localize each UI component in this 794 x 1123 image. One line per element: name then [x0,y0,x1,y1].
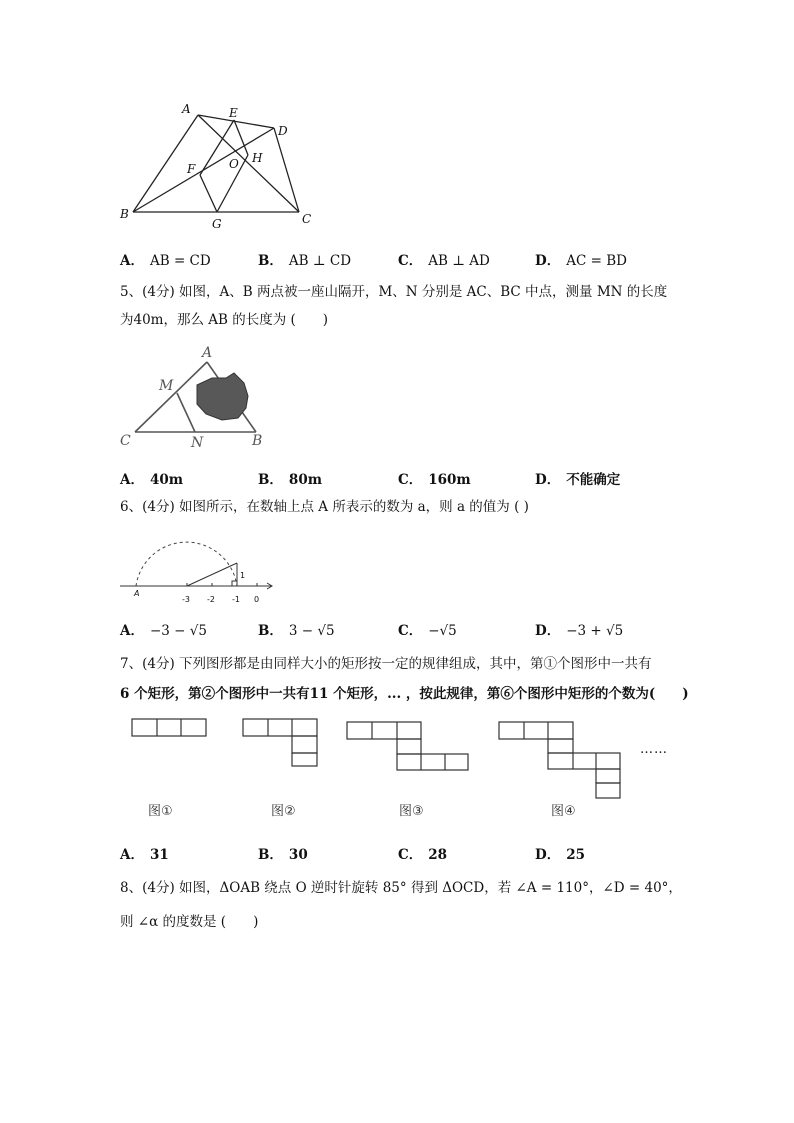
option-letter: D． [535,472,561,488]
q7-caption-fig3: 图③ [399,804,424,819]
q5-label-A: A [202,345,213,361]
option-text: AB = CD [149,253,211,269]
option-text: 160m [428,472,471,488]
option-letter: A． [120,472,144,488]
option-letter: A． [120,847,144,863]
q8-stem-line1: 8、(4分) 如图，ΔOAB 绕点 O 逆时针旋转 85° 得到 ΔOCD，若 ∠A = 110°，∠D = 40°， [120,880,682,896]
q7-stem-line1: 7、(4分) 下列图形都是由同样大小的矩形按一定的规律组成，其中，第①个图形中一共有 [120,656,652,672]
option-letter: A． [120,623,144,639]
q7-option-a[interactable] [120,843,175,863]
q5-label-B: B [252,433,263,449]
option-letter: A． [120,253,144,269]
option-text: 30 [288,847,308,863]
q4-label-D: D [278,124,288,138]
option-letter: B． [258,253,283,269]
q4-label-C: C [302,212,312,226]
q4-label-O: O [229,157,239,171]
option-letter: C． [398,847,423,863]
q5-label-M: M [159,378,174,394]
option-letter: B． [258,847,283,863]
option-text: AC = BD [566,253,627,269]
q7-stem-line2: 6 个矩形，第②个图形中一共有11 个矩形，... ，按此规律，第⑥个图形中矩形的个数为( ) [120,686,689,702]
option-text: 28 [428,847,448,863]
q5-stem-line1: 5、(4分) 如图，A、B 两点被一座山隔开，M、N 分别是 AC、BC 中点，测量 MN 的长度 [120,284,668,300]
option-letter: D． [535,623,561,639]
q6-label-one: 1 [240,571,246,580]
option-text: 3 − √5 [288,623,335,639]
q4-label-E: E [229,106,238,120]
q7-option-c[interactable] [398,843,453,863]
option-text: 31 [149,847,169,863]
option-text: 40m [149,472,184,488]
q7-caption-fig1: 图① [148,804,173,819]
q5-label-N: N [191,435,204,451]
option-text: −√5 [428,623,457,639]
option-letter: D． [535,253,561,269]
q6-tick-minus1: -1 [232,595,240,604]
option-text: 80m [288,472,322,488]
option-text: −3 + √5 [566,623,624,639]
q8-stem-line2: 则 ∠α 的度数是 ( ) [120,914,259,930]
option-letter: C． [398,623,423,639]
q7-option-d[interactable] [535,843,591,863]
option-letter: C． [398,472,423,488]
option-text: −3 − √5 [149,623,207,639]
q5-label-C: C [120,433,131,449]
q4-label-G: G [212,217,222,231]
q5-stem-line2: 为40m，那么 AB 的长度为 ( ) [120,312,329,328]
q7-option-b[interactable] [258,843,314,863]
option-letter: B． [258,472,283,488]
q6-tick-minus3: -3 [182,595,190,604]
option-text: AB ⊥ AD [428,253,490,269]
q4-label-F: F [187,162,196,176]
q7-caption-fig2: 图② [271,804,296,819]
q4-label-A: A [182,102,191,116]
option-text: 25 [566,847,586,863]
q6-tick-zero: 0 [254,595,260,604]
option-letter: B． [258,623,283,639]
option-text: AB ⊥ CD [288,253,352,269]
q7-ellipsis: …… [640,742,668,757]
q4-label-B: B [120,207,129,221]
option-letter: D． [535,847,561,863]
q4-label-H: H [252,151,263,165]
q7-caption-fig4: 图④ [551,804,576,819]
option-text: 不能确定 [566,472,621,488]
q6-stem-line1: 6、(4分) 如图所示，在数轴上点 A 所表示的数为 a，则 a 的值为 ( ) [120,499,529,515]
q6-label-A: A [134,589,140,598]
q6-tick-minus2: -2 [207,595,215,604]
option-letter: C． [398,253,423,269]
